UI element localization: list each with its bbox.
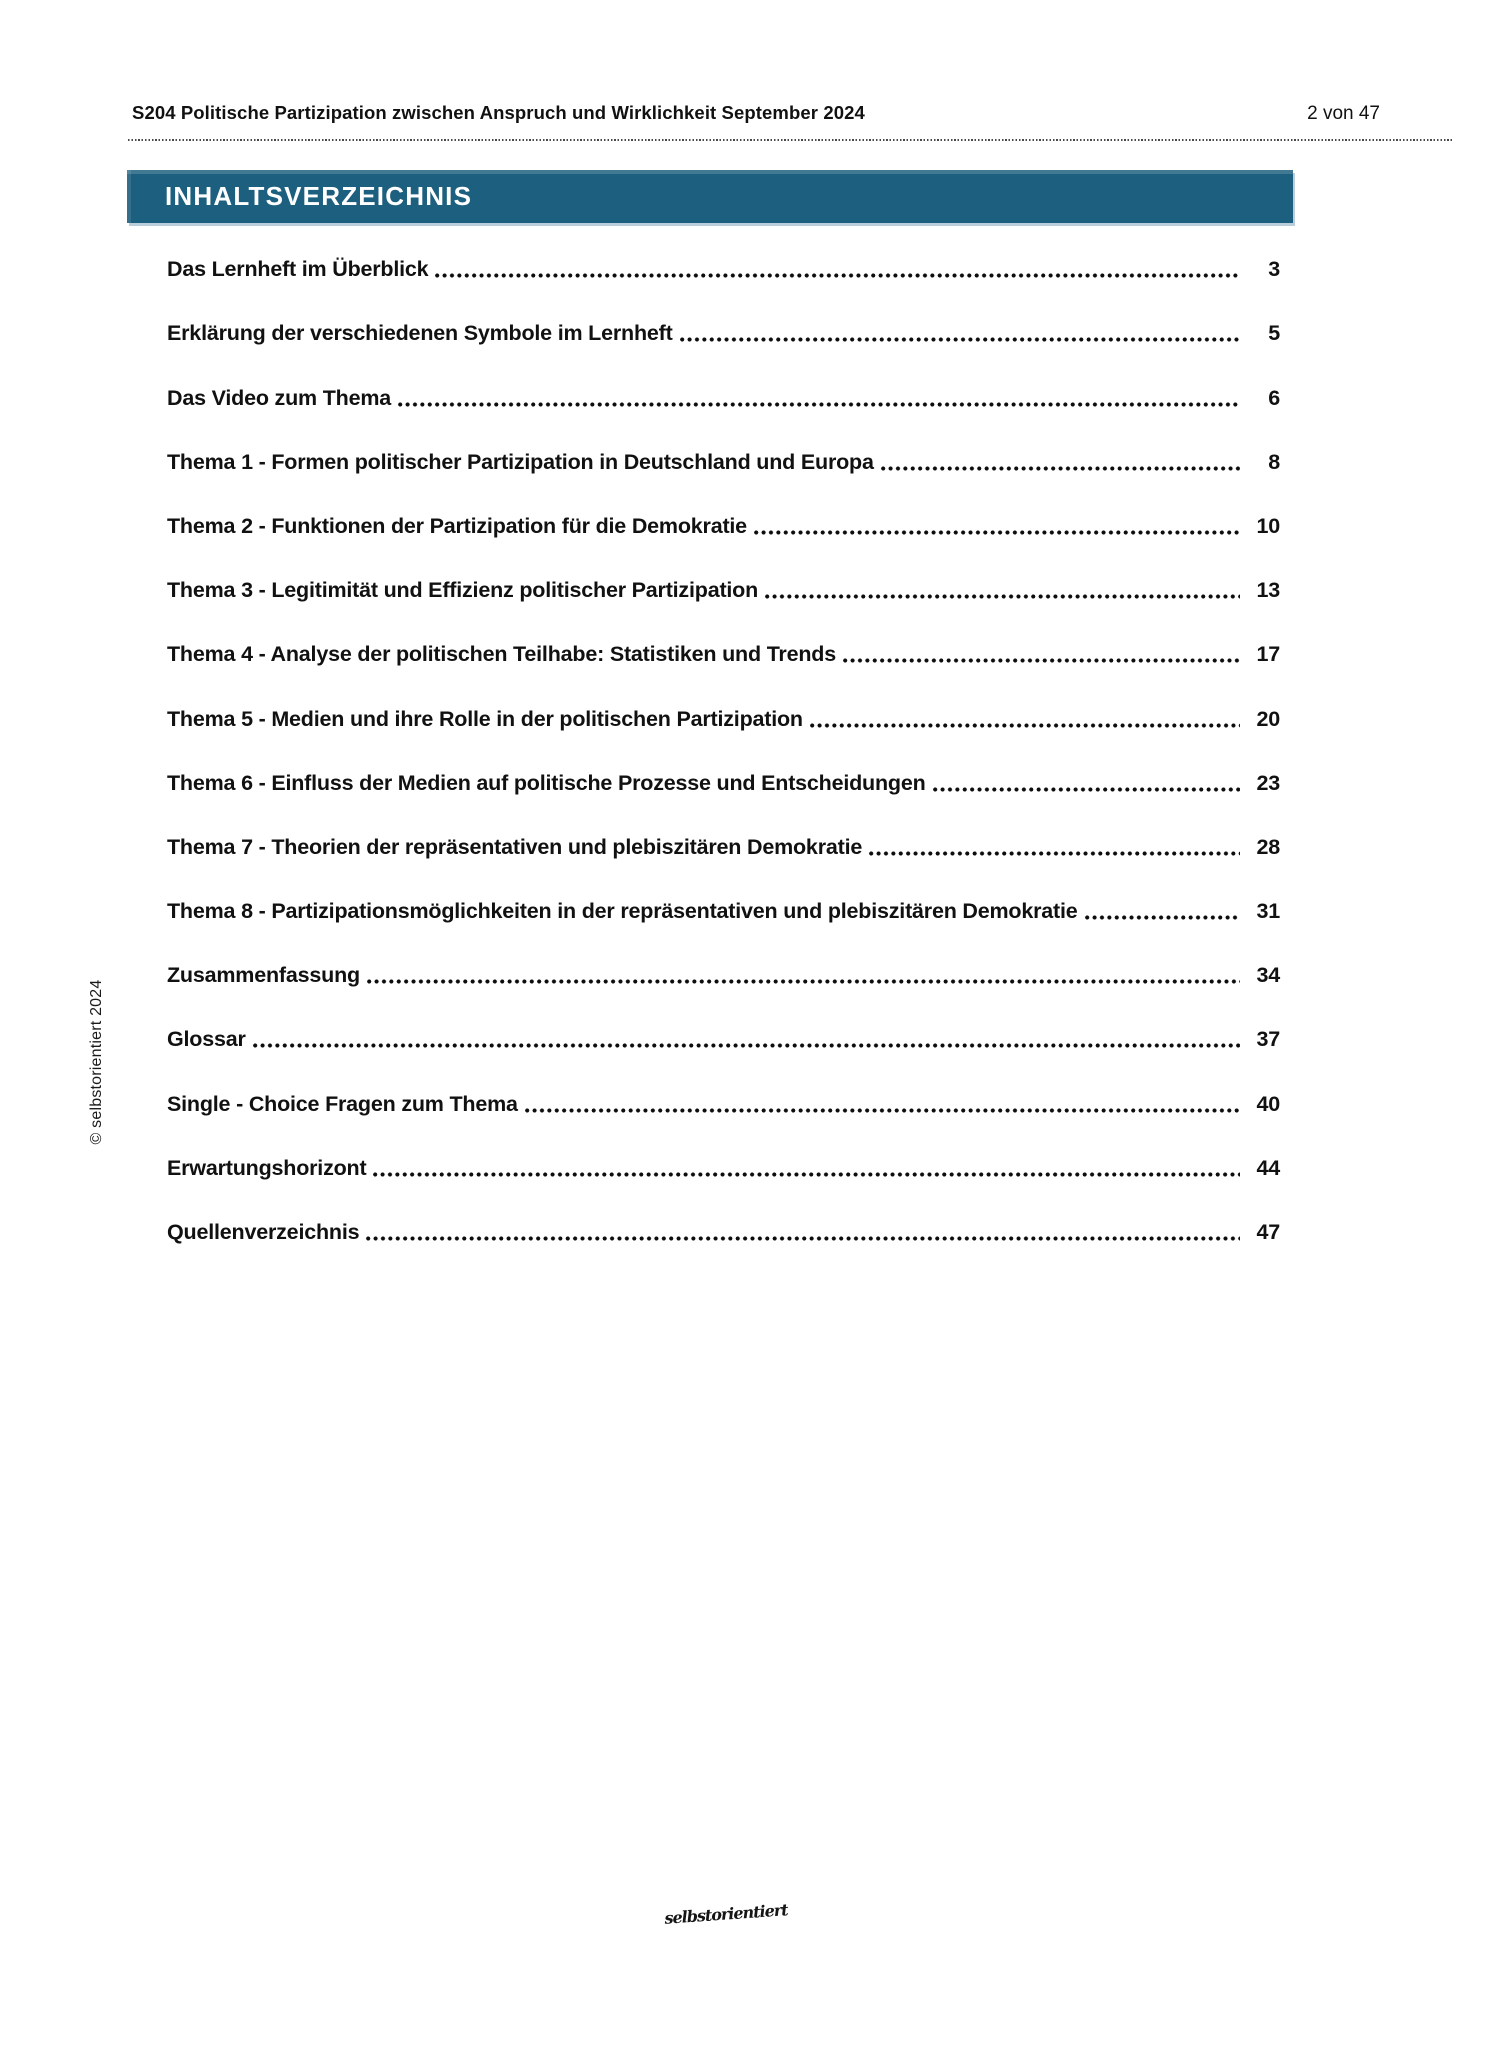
toc-entry[interactable] [167,803,1280,867]
toc-entry-page: 5 [1268,321,1280,346]
toc-entry-page: 10 [1256,513,1280,538]
dot-leader [253,1043,1240,1048]
toc-entry-label: Erklärung der verschiedenen Symbole im Lernheft [167,321,673,346]
toc-entry[interactable] [167,867,1280,931]
brand-signature: selbstorientiert [663,1900,789,1928]
dot-leader [810,723,1240,728]
toc-list [167,225,1280,1252]
toc-entry[interactable] [167,931,1280,995]
toc-entry[interactable] [167,225,1280,289]
toc-entry-page: 23 [1256,770,1280,795]
dot-leader [525,1108,1240,1113]
toc-entry-page: 34 [1256,963,1280,988]
toc-entry-label: Das Video zum Thema [167,385,392,410]
toc-entry-label: Single - Choice Fragen zum Thema [167,1091,518,1116]
dot-leader [435,273,1240,278]
toc-entry[interactable] [167,1188,1280,1252]
dot-leader [367,979,1240,984]
toc-entry-label: Zusammenfassung [167,963,360,988]
toc-entry-label: Thema 3 - Legitimität und Effizienz politischer Partizipation [167,578,759,603]
toc-entry-label: Quellenverzeichnis [167,1220,360,1244]
toc-entry[interactable] [167,995,1280,1059]
toc-entry-page: 20 [1256,706,1280,731]
toc-entry-label: Thema 7 - Theorien der repräsentativen und plebiszitären Demokratie [167,834,863,859]
toc-entry-page: 47 [1256,1220,1280,1244]
toc-entry-page: 37 [1256,1027,1280,1052]
header-doc-title: S204 Politische Partizipation zwischen Anspruch und Wirklichkeit September 2024 [132,102,865,123]
dot-leader [869,851,1240,856]
dot-leader [680,337,1240,342]
toc-entry-page: 17 [1256,642,1280,667]
toc-entry-page: 40 [1256,1091,1280,1116]
toc-entry-page: 6 [1268,385,1280,410]
toc-entry-page: 28 [1256,834,1280,859]
dot-leader [1085,915,1240,920]
toc-entry-label: Thema 1 - Formen politischer Partizipation in Deutschland und Europa [167,449,874,474]
section-title: INHALTSVERZEICHNIS [165,181,473,211]
toc-entry-label: Thema 8 - Partizipationsmöglichkeiten in der repräsentativen und plebiszitären Demokratie [167,899,1078,924]
dot-leader [373,1172,1240,1177]
toc-entry[interactable] [167,289,1280,353]
dot-leader [881,466,1240,471]
dot-leader [754,530,1240,535]
toc-entry-label: Thema 6 - Einfluss der Medien auf politische Prozesse und Entscheidungen [167,770,926,795]
header-divider-rule [128,139,1453,141]
toc-entry[interactable] [167,1124,1280,1188]
toc-entry[interactable] [167,610,1280,674]
dot-leader [366,1236,1240,1241]
dot-leader [843,658,1240,663]
toc-entry-page: 44 [1256,1155,1280,1180]
toc-entry-label: Thema 2 - Funktionen der Partizipation für die Demokratie [167,513,747,538]
toc-entry-label: Thema 4 - Analyse der politischen Teilhabe: Statistiken und Trends [167,642,836,667]
toc-entry-page: 31 [1256,899,1280,924]
toc-entry[interactable] [167,674,1280,738]
dot-leader [765,594,1240,599]
header-page-indicator: 2 von 47 [1307,103,1380,124]
dot-leader [933,787,1240,792]
toc-entry-page: 3 [1268,257,1280,282]
toc-entry-label: Das Lernheft im Überblick [167,257,429,282]
toc-entry-label: Glossar [167,1027,246,1052]
toc-entry[interactable] [167,482,1280,546]
toc-entry-page: 8 [1268,449,1280,474]
page-header [132,102,1380,125]
toc-entry-page: 13 [1256,578,1280,603]
dot-leader [398,402,1240,407]
copyright-side-label: © selbstorientiert 2024 [88,979,105,1145]
toc-entry[interactable] [167,546,1280,610]
toc-entry-label: Erwartungshorizont [167,1155,367,1180]
section-title-bar [127,170,1293,223]
toc-entry[interactable] [167,418,1280,482]
toc-entry-label: Thema 5 - Medien und ihre Rolle in der politischen Partizipation [167,706,803,731]
toc-entry[interactable] [167,1059,1280,1123]
toc-entry[interactable] [167,739,1280,803]
toc-entry[interactable] [167,353,1280,417]
